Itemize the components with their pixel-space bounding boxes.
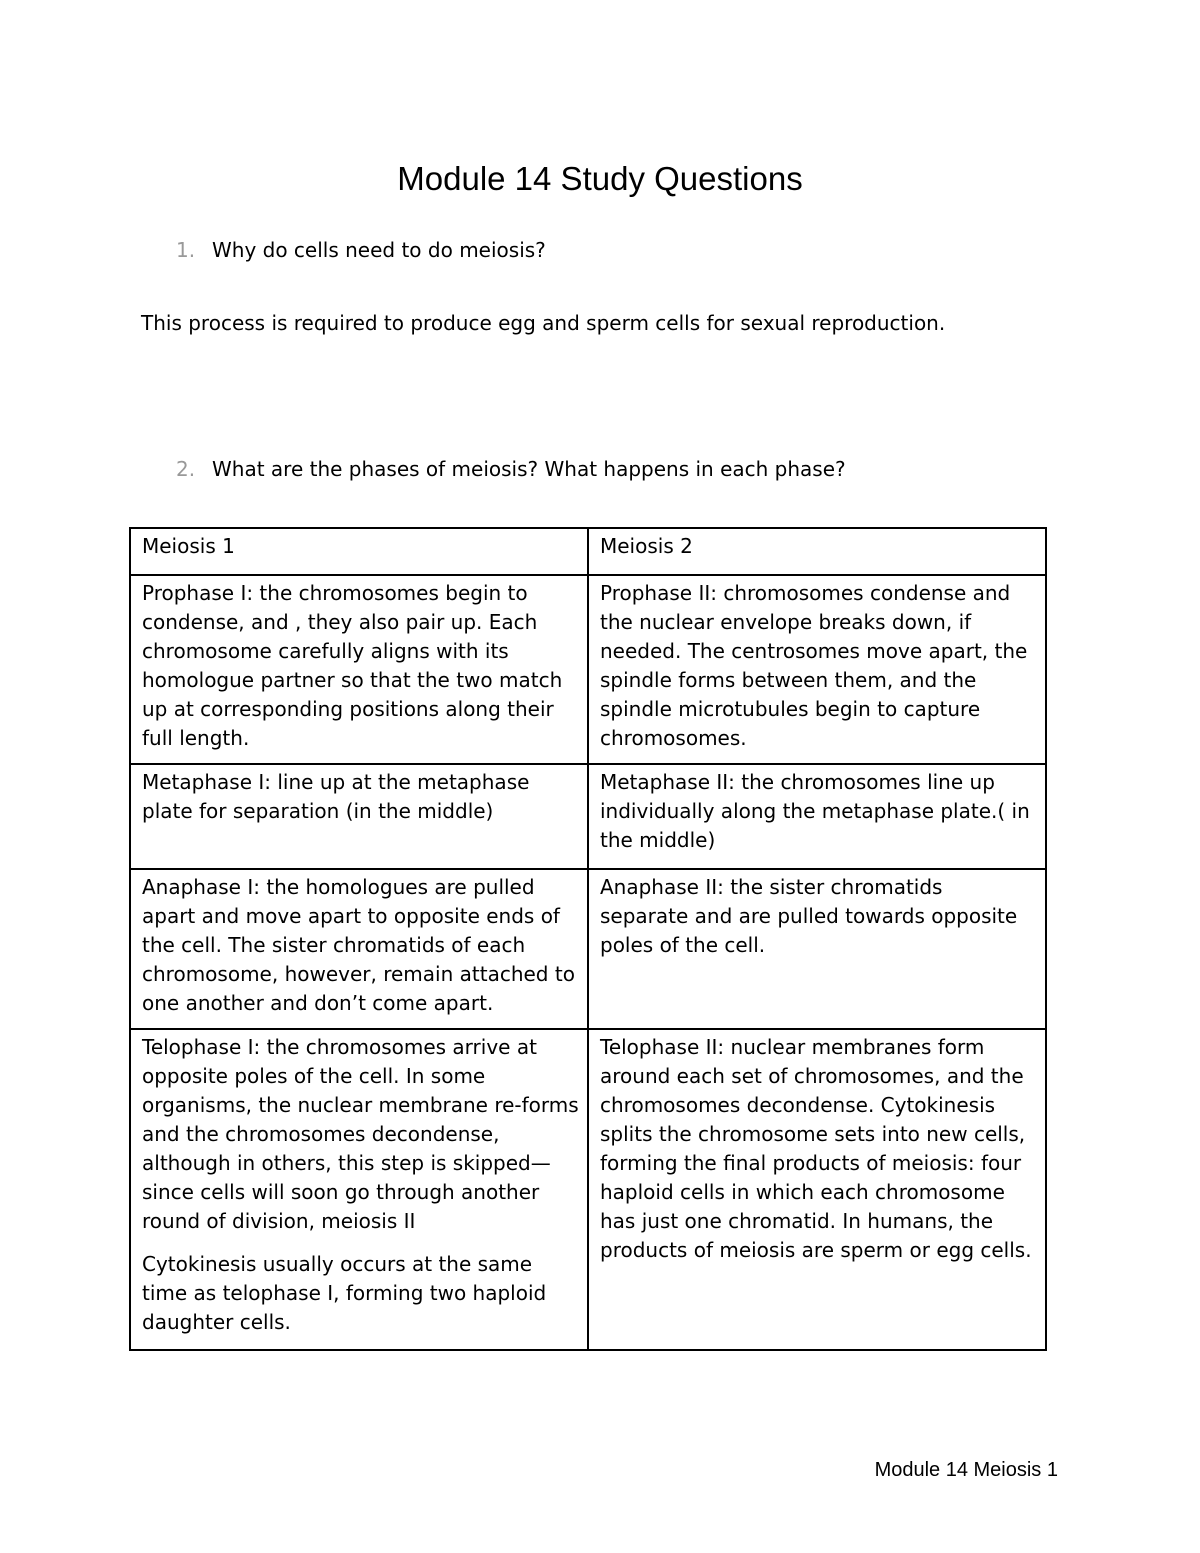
meiosis-phases-table <box>129 527 1047 1351</box>
question-text: Why do cells need to do meiosis? <box>212 238 546 262</box>
answer-1: This process is required to produce egg and sperm cells for sexual reproduction. <box>141 311 946 335</box>
prophase-2-cell <box>588 575 1046 764</box>
cell-text: Telophase II: nuclear membranes form around each set of chromosomes, and the chromosomes decondense. Cytokinesis splits the chromosome sets into new cells, forming the final products of meiosis: four haploid cells in which each chromosome has just one chromatid. In humans, the products of meiosis are sperm or egg cells. <box>600 1035 1032 1262</box>
page-title: Module 14 Study Questions <box>397 160 803 198</box>
question-2 <box>176 457 846 481</box>
prophase-1-cell <box>130 575 588 764</box>
telophase-1-cell <box>130 1029 588 1350</box>
metaphase-1-cell <box>130 764 588 869</box>
cell-text: Anaphase II: the sister chromatids separate and are pulled towards opposite poles of the cell. <box>600 875 1018 957</box>
cell-text: Metaphase II: the chromosomes line up individually along the metaphase plate.( in the middle) <box>600 770 1030 852</box>
table-row <box>130 764 1046 869</box>
cell-text: Telophase I: the chromosomes arrive at opposite poles of the cell. In some organisms, the nuclear membrane re-forms and the chromosomes decondense, although in others, this step is skipped—since cells will soon go through another round of division, meiosis II <box>142 1035 579 1233</box>
header-meiosis-2: Meiosis 2 <box>588 528 1046 575</box>
question-text: What are the phases of meiosis? What happens in each phase? <box>212 457 846 481</box>
cell-text: Prophase I: the chromosomes begin to condense, and , they also pair up. Each chromosome carefully aligns with its homologue partner so that the two match up at corresponding positions along their full length. <box>142 581 563 750</box>
metaphase-2-cell <box>588 764 1046 869</box>
anaphase-1-cell <box>130 869 588 1029</box>
question-number: 2. <box>176 457 196 481</box>
table-row <box>130 869 1046 1029</box>
header-meiosis-1: Meiosis 1 <box>130 528 588 575</box>
table-row <box>130 1029 1046 1350</box>
cell-text: Anaphase I: the homologues are pulled apart and move apart to opposite ends of the cell. The sister chromatids of each chromosome, however, remain attached to one another and don’t come apart. <box>142 875 575 1015</box>
telophase-2-cell <box>588 1029 1046 1350</box>
table-header-row <box>130 528 1046 575</box>
table-row <box>130 575 1046 764</box>
anaphase-2-cell <box>588 869 1046 1029</box>
cell-text: Prophase II: chromosomes condense and the nuclear envelope breaks down, if needed. The centrosomes move apart, the spindle forms between them, and the spindle microtubules begin to capture chromosomes. <box>600 581 1028 750</box>
question-number: 1. <box>176 238 196 262</box>
page-footer: Module 14 Meiosis 1 <box>874 1459 1058 1481</box>
cell-text: Metaphase I: line up at the metaphase plate for separation (in the middle) <box>142 770 530 823</box>
question-1 <box>176 238 546 262</box>
cell-text: Cytokinesis usually occurs at the same time as telophase I, forming two haploid daughter cells. <box>142 1252 547 1334</box>
